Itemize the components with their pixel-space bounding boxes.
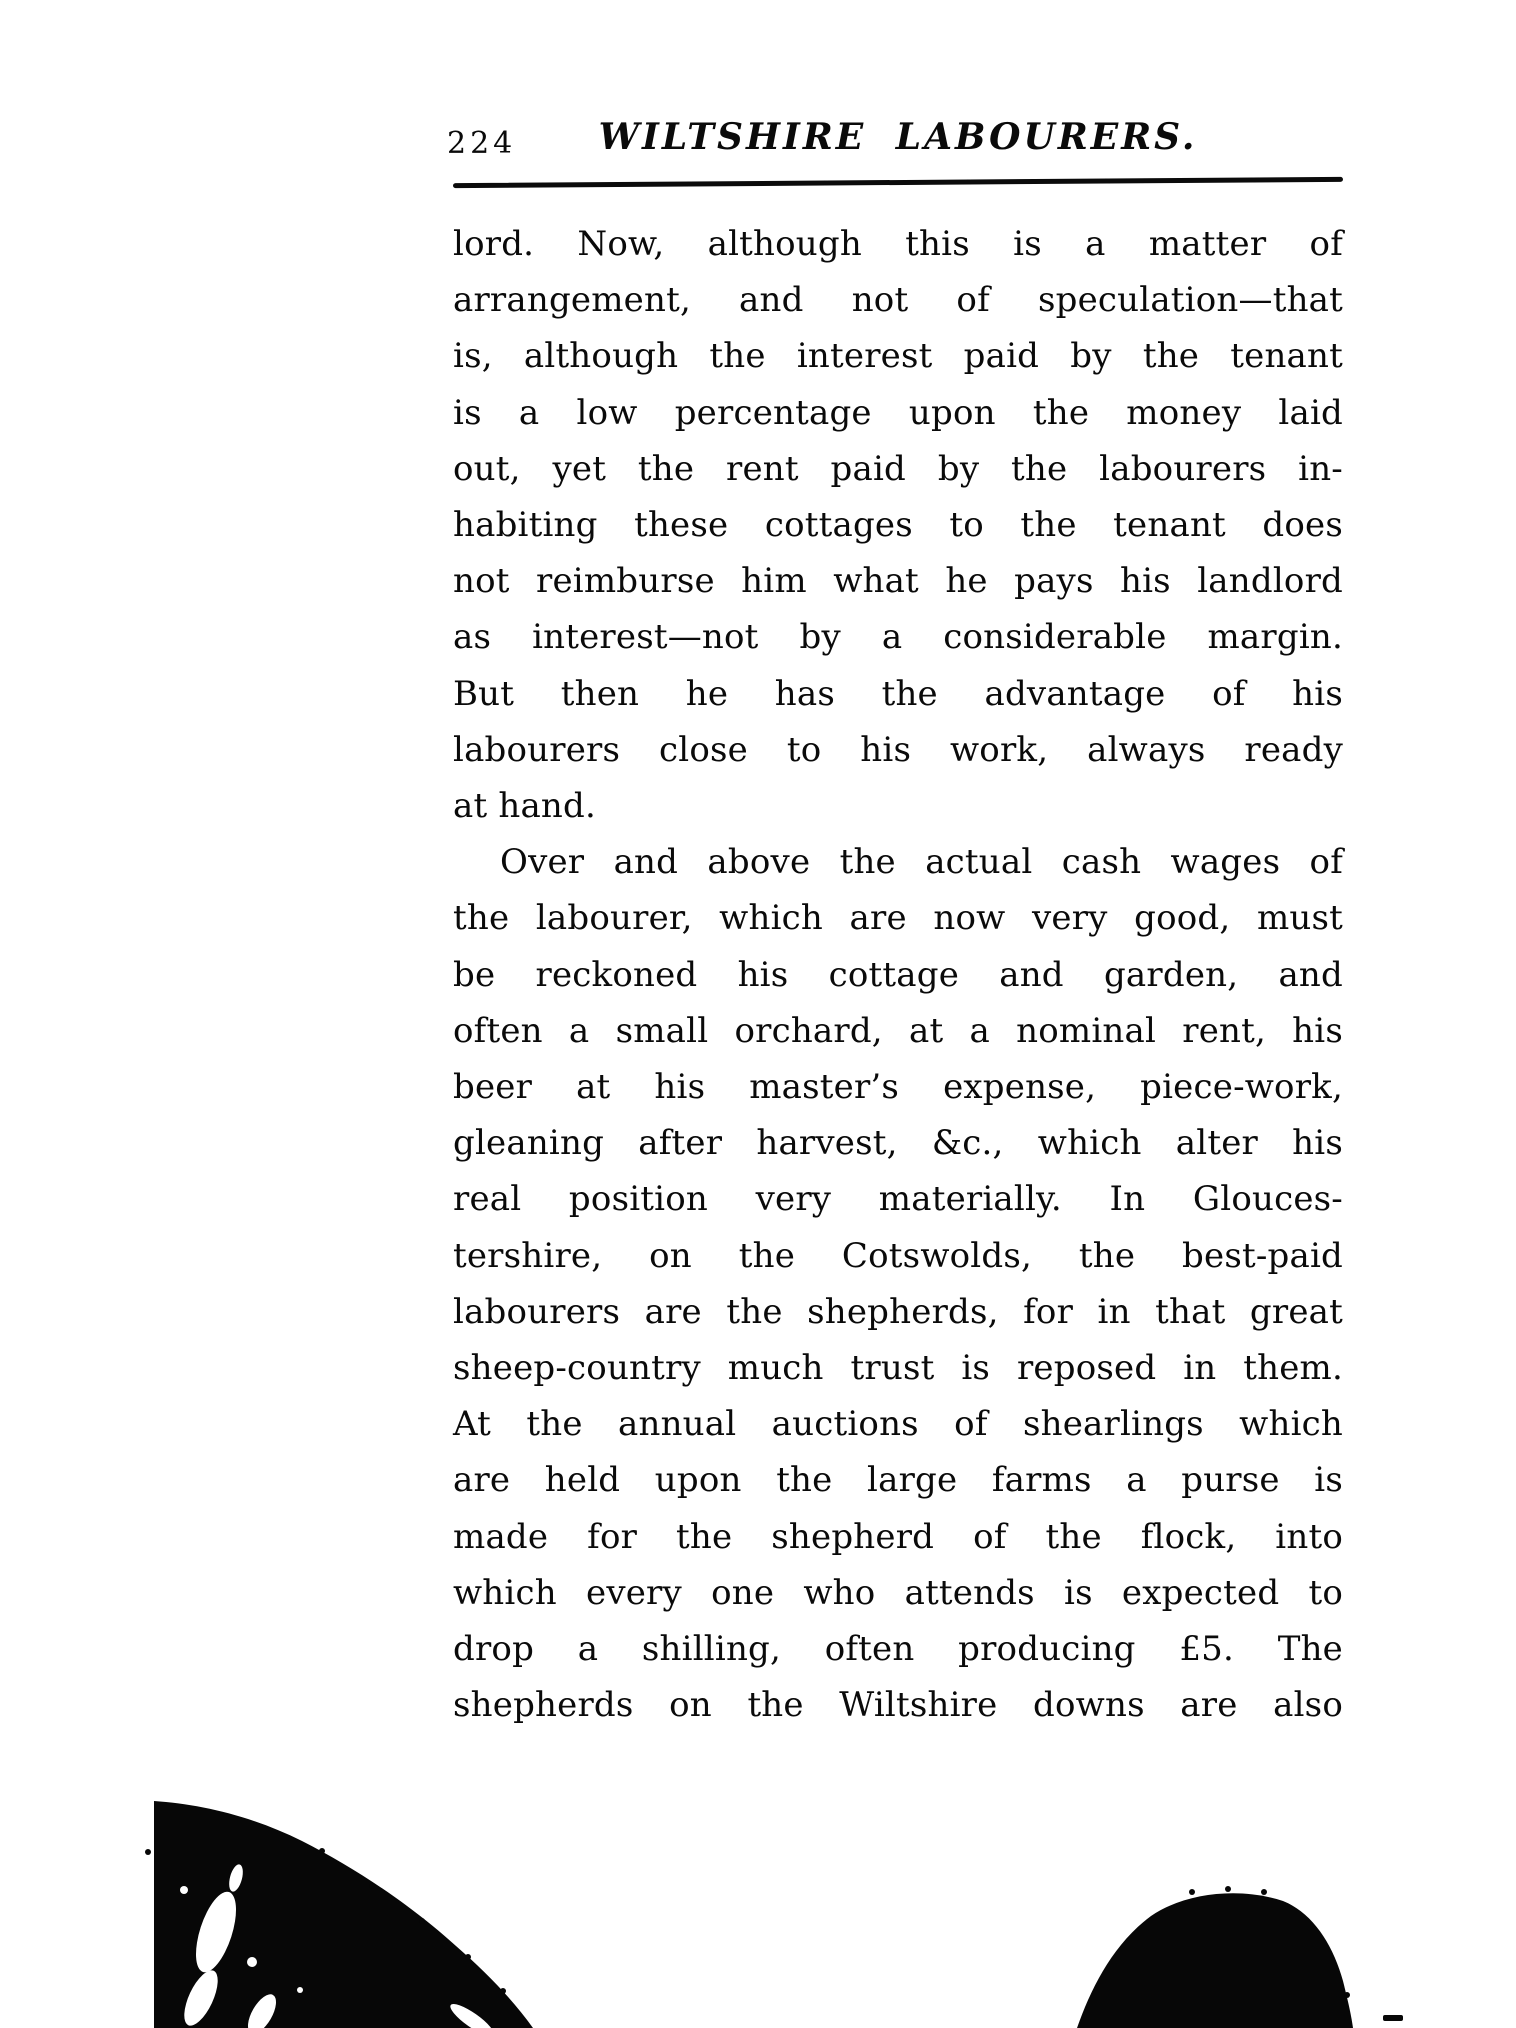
text-line: as interest—not by a considerable margin. [453, 617, 1343, 658]
running-title: WILTSHIRE LABOURERS. [598, 116, 1198, 158]
text-line-paragraph-start: Over and above the actual cash wages of [500, 842, 1343, 883]
text-line: arrangement, and not of speculation—that [453, 280, 1343, 321]
text-line: tershire, on the Cotswolds, the best-paid [453, 1235, 1343, 1276]
ink-blot-left [145, 1801, 533, 2028]
text-line: habiting these cottages to the tenant does [453, 505, 1343, 546]
text-line: not reimburse him what he pays his landlord [453, 561, 1343, 602]
text-line: lord. Now, although this is a matter of [453, 224, 1343, 264]
text-line: out, yet the rent paid by the labourers in- [453, 448, 1343, 489]
page-header [447, 116, 1343, 164]
text-line: is, although the interest paid by the tenant [453, 336, 1343, 377]
header-rule [453, 177, 1343, 188]
text-line: the labourer, which are now very good, must [453, 898, 1343, 939]
text-line: gleaning after harvest, &c., which alter his [453, 1123, 1343, 1164]
text-line: is a low percentage upon the money laid [453, 392, 1343, 433]
text-line: shepherds on the Wiltshire downs are also [453, 1685, 1343, 1726]
ink-blot-right [1077, 1886, 1353, 2028]
text-line: sheep-country much trust is reposed in them. [453, 1348, 1343, 1389]
text-line: real position very materially. In Glouces- [453, 1179, 1343, 1220]
text-line: which every one who attends is expected to [453, 1572, 1343, 1613]
text-line: are held upon the large farms a purse is [453, 1460, 1343, 1501]
text-line: be reckoned his cottage and garden, and [453, 954, 1343, 995]
text-line: But then he has the advantage of his [453, 673, 1343, 714]
text-line-paragraph-end: at hand. [453, 786, 596, 827]
ink-dash [1383, 2015, 1403, 2021]
text-line: beer at his master’s expense, piece-work, [453, 1067, 1343, 1108]
text-line: labourers are the shepherds, for in that great [453, 1291, 1343, 1332]
text-line: made for the shepherd of the flock, into [453, 1516, 1343, 1557]
text-line: labourers close to his work, always ready [453, 729, 1343, 770]
text-line: drop a shilling, often producing £5. The [453, 1629, 1343, 1670]
text-line: often a small orchard, at a nominal rent, his [453, 1010, 1343, 1051]
page-number: 224 [447, 126, 517, 161]
text-line: At the annual auctions of shearlings which [453, 1404, 1343, 1445]
page-body [453, 216, 1343, 1733]
